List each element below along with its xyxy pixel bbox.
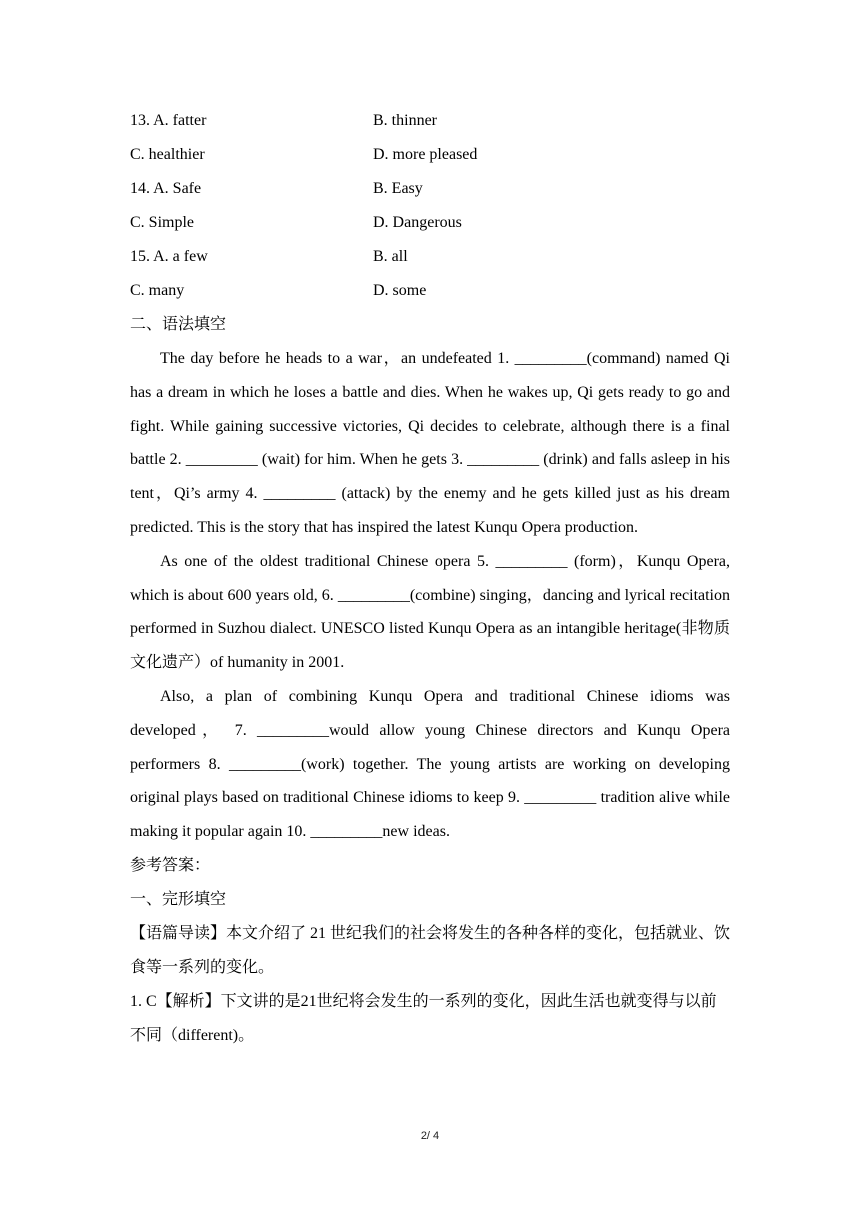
option-row [130, 138, 730, 172]
options-list [130, 104, 730, 308]
option-left: C. many [130, 282, 185, 299]
option-right: B. Easy [373, 180, 423, 197]
option-right: D. more pleased [373, 146, 478, 163]
option-row [130, 240, 730, 274]
option-row [130, 206, 730, 240]
option-right: D. some [373, 282, 427, 299]
document-page [130, 104, 730, 1053]
option-row [130, 172, 730, 206]
option-right: B. thinner [373, 112, 437, 129]
option-left: 14. A. Safe [130, 180, 202, 197]
passage-paragraph: The day before he heads to a war，an undefeated 1. _________(command) named Qi has a dream in which he loses a battle and dies. When he wakes up, Qi gets ready to go and fight. While gaining successive victories, Qi decides to celebrate, although there is a final battle 2. _________ (wait) for him. When he gets 3. _________ (drink) and falls asleep in his tent，Qi’s army 4. _________ (attack) by the enemy and he gets killed just as his dream predicted. This is the story that has inspired the latest Kunqu Opera production. [130, 350, 731, 536]
answer-explanation: 1. C【解析】下文讲的是21世纪将会发生的一系列的变化，因此生活也就变得与以前不同（different)。 [130, 992, 717, 1044]
option-left: C. healthier [130, 146, 205, 163]
section-heading-grammar: 二、语法填空 [130, 316, 227, 333]
option-right: B. all [373, 248, 408, 265]
passage-paragraph: Also, a plan of combining Kunqu Opera and traditional Chinese idioms was developed， 7. _________would allow young Chinese directors and Kunqu Opera performers 8. _________(work) together. The young artists are working on developing original plays based on traditional Chinese idioms to keep 9. _________ tradition alive while making it popular again 10. _________new ideas. [130, 687, 730, 841]
reading-guide: 【语篇导读】本文介绍了 21 世纪我们的社会将发生的各种各样的变化，包括就业、饮食等一系列的变化。 [130, 924, 731, 976]
option-right: D. Dangerous [373, 214, 462, 231]
answers-heading: 参考答案： [130, 856, 211, 874]
option-row [130, 104, 730, 138]
option-left: 15. A. a few [130, 248, 208, 265]
option-left: 13. A. fatter [130, 112, 207, 129]
option-row [130, 274, 730, 308]
option-left: C. Simple [130, 214, 195, 231]
section-heading-cloze: 一、完形填空 [130, 890, 227, 908]
passage-paragraph: As one of the oldest traditional Chinese opera 5. _________ (form)，Kunqu Opera, which is about 600 years old, 6. _________(combine) singing，dancing and lyrical recitation performed in Suzhou dialect. UNESCO listed Kunqu Opera as an intangible heritage(非物质文化遗产）of humanity in 2001. [130, 552, 730, 672]
page-number: 2/ 4 [420, 1130, 440, 1142]
